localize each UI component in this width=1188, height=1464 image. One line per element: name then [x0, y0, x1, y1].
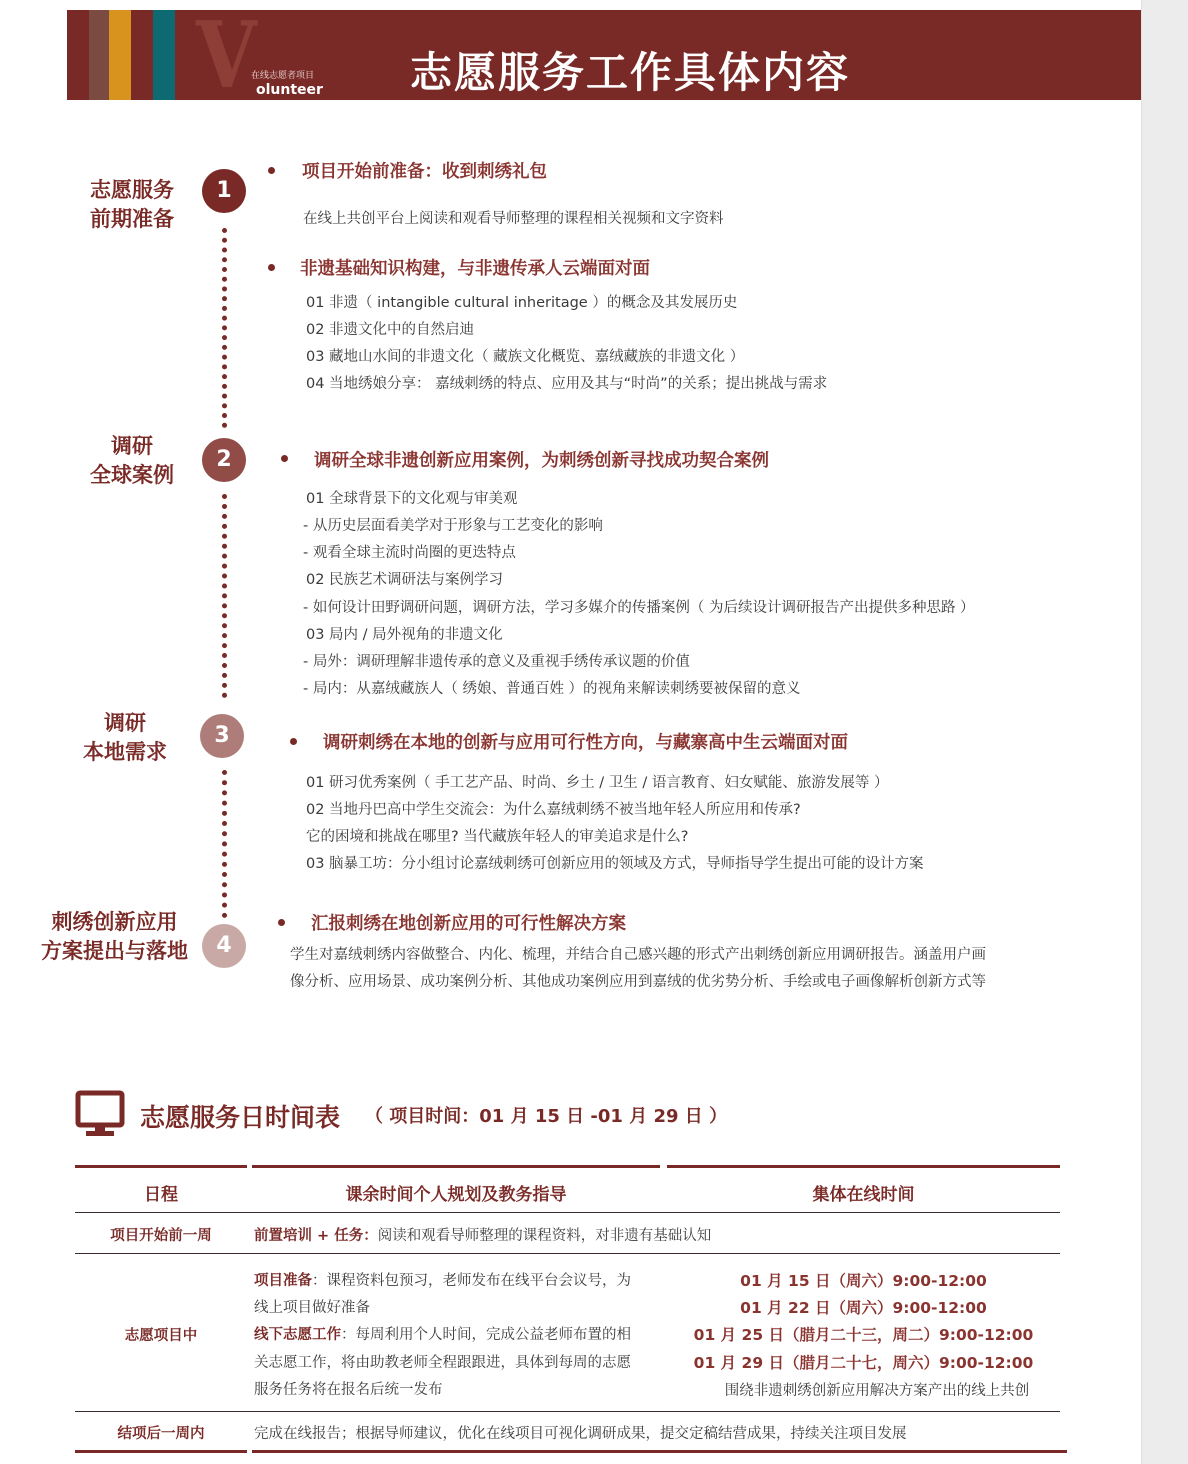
table-rule — [252, 1165, 660, 1168]
list-item: - 观看全球主流时尚圈的更迭特点 — [303, 545, 516, 561]
table-cell: 关志愿工作，将由助教老师全程跟跟进，具体到每周的志愿 — [254, 1355, 631, 1371]
logo-caption: 在线志愿者项目 — [251, 71, 315, 81]
step-3-label: 调研 本地需求 — [83, 711, 167, 764]
step-2-circle: 2 — [202, 438, 246, 482]
section-heading: 调研刺绣在本地的创新与应用可行性方向，与藏寨高中生云端面对面 — [323, 733, 848, 753]
list-item: 03 藏地山水间的非遗文化（ 藏族文化概览、嘉绒藏族的非遗文化 ） — [306, 349, 745, 365]
logo-wordmark: olunteer — [256, 82, 323, 98]
color-stripe — [89, 10, 109, 100]
online-note: 围绕非遗刺绣创新应用解决方案产出的线上共创 — [724, 1383, 1030, 1399]
table-cell: 项目准备：课程资料包预习，老师发布在线平台会议号，为 — [254, 1273, 631, 1289]
table-cell: 线下志愿工作：每周利用个人时间，完成公益老师布置的相 — [254, 1327, 631, 1343]
row-label: 结项后一周内 — [117, 1426, 205, 1442]
section-heading: 非遗基础知识构建，与非遗传承人云端面对面 — [300, 259, 650, 279]
schedule-subtitle: （ 项目时间：01 月 15 日 -01 月 29 日 ） — [365, 1106, 728, 1127]
column-header: 课余时间个人规划及教务指导 — [345, 1185, 567, 1205]
timeline-dots — [222, 228, 227, 428]
list-item: 01 研习优秀案例（ 手工艺产品、时尚、乡土 / 卫生 / 语言教育、妇女赋能、旅游发展等 ） — [306, 775, 889, 791]
bullet — [290, 738, 297, 745]
table-cell: 前置培训 + 任务：阅读和观看导师整理的课程资料，对非遗有基础认知 — [254, 1228, 712, 1244]
bullet — [281, 455, 288, 462]
step-1-label: 志愿服务 前期准备 — [90, 178, 174, 231]
list-item: 02 民族艺术调研法与案例学习 — [306, 572, 504, 588]
list-item: - 从历史层面看美学对于形象与工艺变化的影响 — [303, 518, 603, 534]
table-rule — [667, 1165, 1060, 1168]
online-session: 01 月 15 日（周六）9:00-12:00 — [740, 1272, 987, 1290]
timeline-dots — [222, 494, 227, 698]
list-item: 01 非遗（ intangible cultural inheritage ）的概念及其发展历史 — [306, 295, 738, 311]
table-rule — [252, 1450, 1067, 1453]
monitor-icon — [75, 1090, 125, 1142]
table-rule — [75, 1253, 1060, 1254]
list-item: - 局内：从嘉绒藏族人（ 绣娘、普通百姓 ）的视角来解读刺绣要被保留的意义 — [303, 681, 801, 697]
row-label: 项目开始前一周 — [110, 1228, 212, 1244]
list-item: 04 当地绣娘分享： 嘉绒刺绣的特点、应用及其与“时尚”的关系；提出挑战与需求 — [306, 376, 828, 392]
bullet — [268, 167, 275, 174]
color-stripe — [153, 10, 175, 100]
online-session: 01 月 29 日（腊月二十七，周六）9:00-12:00 — [693, 1354, 1034, 1372]
table-rule — [75, 1212, 1060, 1213]
section-text: 在线上共创平台上阅读和观看导师整理的课程相关视频和文字资料 — [303, 211, 724, 227]
table-rule — [75, 1165, 247, 1168]
list-item: 学生对嘉绒刺绣内容做整合、内化、梳理，并结合自己感兴趣的形式产出刺绣创新应用调研报告。涵盖用户画 — [290, 947, 986, 963]
table-cell: 完成在线报告；根据导师建议，优化在线项目可视化调研成果，提交定稿结营成果，持续关注项目发展 — [254, 1426, 907, 1442]
viewer-scroll-area[interactable] — [1141, 0, 1188, 1464]
list-item: 它的困境和挑战在哪里? 当代藏族年轻人的审美追求是什么? — [306, 829, 689, 845]
list-item: 02 当地丹巴高中学生交流会：为什么嘉绒刺绣不被当地年轻人所应用和传承? — [306, 802, 801, 818]
column-header: 日程 — [144, 1185, 178, 1205]
color-stripe — [109, 10, 131, 100]
table-rule — [75, 1411, 1060, 1412]
step-3-circle: 3 — [200, 714, 244, 758]
bullet — [278, 919, 285, 926]
list-item: 像分析、应用场景、成功案例分析、其他成功案例应用到嘉绒的优劣势分析、手绘或电子画像解析创新方式等 — [290, 974, 986, 990]
section-heading: 项目开始前准备：收到刺绣礼包 — [302, 162, 547, 182]
header-banner — [67, 1, 1142, 109]
step-4-circle: 4 — [202, 924, 246, 968]
step-1-circle: 1 — [202, 169, 246, 213]
section-heading: 调研全球非遗创新应用案例，为刺绣创新寻找成功契合案例 — [314, 451, 769, 471]
bullet — [268, 264, 275, 271]
list-item: 02 非遗文化中的自然启迪 — [306, 322, 475, 338]
timeline-dots — [222, 770, 227, 918]
column-header: 集体在线时间 — [812, 1185, 915, 1205]
online-session: 01 月 25 日（腊月二十三，周二）9:00-12:00 — [693, 1326, 1034, 1344]
logo-v-mark: V — [196, 1, 257, 109]
row-label: 志愿项目中 — [124, 1328, 198, 1344]
table-cell: 线上项目做好准备 — [254, 1300, 370, 1316]
step-2-label: 调研 全球案例 — [90, 434, 174, 487]
table-rule — [75, 1450, 247, 1453]
list-item: 01 全球背景下的文化观与审美观 — [306, 491, 518, 507]
list-item: 03 脑暴工坊：分小组讨论嘉绒刺绣可创新应用的领域及方式，导师指导学生提出可能的设计方案 — [306, 856, 924, 872]
schedule-title: 志愿服务日时间表 — [140, 1103, 341, 1132]
section-heading: 汇报刺绣在地创新应用的可行性解决方案 — [311, 914, 626, 934]
list-item: 03 局内 / 局外视角的非遗文化 — [306, 627, 503, 643]
list-item: - 局外：调研理解非遗传承的意义及重视手绣传承议题的价值 — [303, 654, 690, 670]
page-title: 志愿服务工作具体内容 — [410, 48, 851, 97]
online-session: 01 月 22 日（周六）9:00-12:00 — [740, 1299, 987, 1317]
step-4-label: 刺绣创新应用 方案提出与落地 — [41, 910, 188, 963]
color-stripe — [131, 10, 153, 100]
table-cell: 服务任务将在报名后统一发布 — [254, 1382, 443, 1398]
list-item: - 如何设计田野调研问题，调研方法，学习多媒介的传播案例（ 为后续设计调研报告产出提供多种思路 ） — [303, 600, 975, 616]
